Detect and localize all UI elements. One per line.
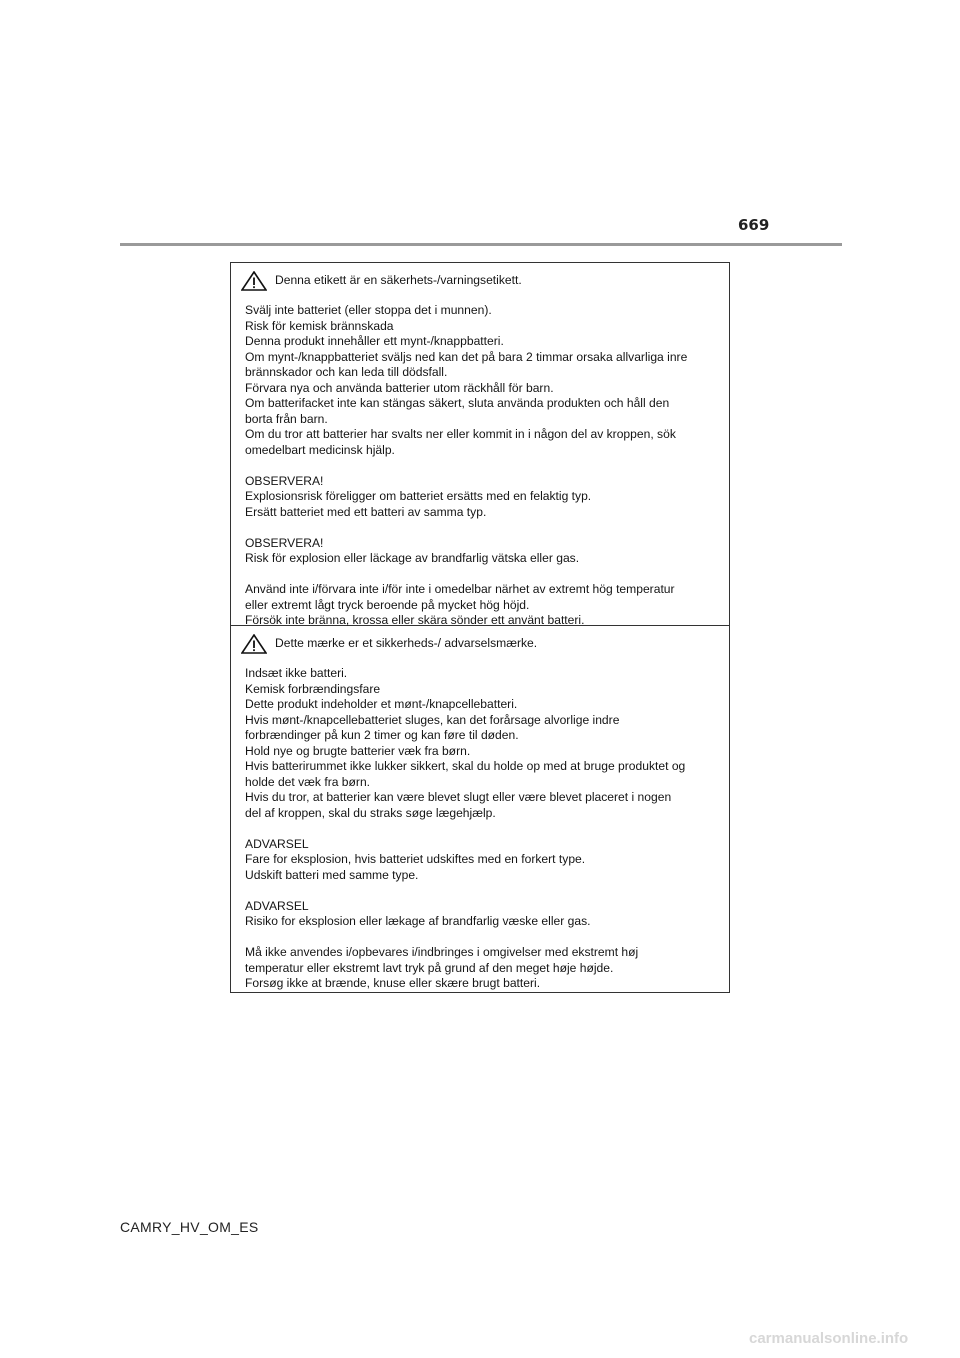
label-text-line: Om du tror att batterier har svalts ner eller kommit in i någon del av kroppen, sök: [245, 427, 676, 441]
warning-triangle-icon: [241, 634, 267, 654]
label-heading-text: Dette mærke er et sikkerheds-/ advarselsmærke.: [275, 636, 538, 651]
label-text-line: temperatur eller ekstremt lavt tryk på grund af den meget høje højde.: [245, 960, 614, 975]
label-text-line: Explosionsrisk föreligger om batteriet ersätts med en felaktig typ.: [245, 489, 592, 503]
label-heading: [241, 634, 719, 654]
label-paragraph: [245, 837, 719, 884]
label-paragraph: [245, 536, 719, 567]
label-text-line: Hvis mønt-/knapcellebatteriet sluges, kan det forårsage alvorlige indre: [245, 712, 620, 727]
label-text-line: Hvis du tror, at batterier kan være blevet slugt eller være blevet placeret i nogen: [245, 790, 672, 804]
label-text-line: Hvis batterirummet ikke lukker sikkert, skal du holde op med at bruge produktet og: [245, 759, 686, 773]
label-text-line: Använd inte i/förvara inte i/för inte i omedelbar närhet av extremt hög temperatur: [245, 582, 675, 596]
label-paragraph: [245, 666, 719, 821]
label-text-line: Indsæt ikke batteri.: [245, 666, 348, 680]
label-paragraph: [245, 474, 719, 521]
label-paragraph: [245, 582, 719, 629]
document-code: CAMRY_HV_OM_ES: [120, 1219, 259, 1235]
page-number: 669: [738, 216, 770, 234]
label-text-line: ADVARSEL: [245, 836, 309, 851]
label-heading: [241, 271, 719, 291]
label-text-line: Denna produkt innehåller ett mynt-/knappbatteri.: [245, 334, 504, 348]
label-text-line: Kemisk forbrændingsfare: [245, 681, 381, 696]
label-text-line: holde det væk fra børn.: [245, 774, 371, 789]
label-text-line: Svälj inte batteriet (eller stoppa det i munnen).: [245, 303, 492, 317]
label-body: [245, 666, 719, 992]
label-paragraph: [245, 945, 719, 992]
label-text-line: Må ikke anvendes i/opbevares i/indbringes i omgivelser med ekstremt høj: [245, 945, 639, 959]
label-text-line: brännskador och kan leda till dödsfall.: [245, 365, 448, 379]
label-text-line: ADVARSEL: [245, 898, 309, 913]
label-text-line: Dette produkt indeholder et mønt-/knapcellebatteri.: [245, 697, 518, 711]
label-paragraph: [245, 899, 719, 930]
label-text-line: Om mynt-/knappbatteriet sväljs ned kan det på bara 2 timmar orsaka allvarliga inre: [245, 349, 688, 364]
label-paragraph: [245, 303, 719, 458]
warning-label-danish: [230, 626, 730, 993]
label-text-line: del af kroppen, skal du straks søge lægehjælp.: [245, 805, 496, 820]
label-text-line: Ersätt batteriet med ett batteri av samma typ.: [245, 504, 487, 519]
label-text-line: omedelbart medicinsk hjälp.: [245, 442, 395, 457]
label-heading-text: Denna etikett är en säkerhets-/varningsetikett.: [275, 273, 522, 288]
label-text-line: forbrændinger på kun 2 timer og kan føre til døden.: [245, 728, 519, 742]
watermark: carmanualsonline.info: [749, 1330, 909, 1347]
label-text-line: Risk för kemisk brännskada: [245, 318, 394, 333]
label-text-line: Fare for eksplosion, hvis batteriet udskiftes med en forkert type.: [245, 852, 586, 866]
label-text-line: Risiko for eksplosion eller lækage af brandfarlig væske eller gas.: [245, 914, 591, 928]
header-rule: [120, 243, 842, 246]
label-text-line: Risk för explosion eller läckage av brandfarlig vätska eller gas.: [245, 551, 580, 565]
label-text-line: Udskift batteri med samme type.: [245, 867, 419, 882]
label-text-line: Försök inte bränna, krossa eller skära sönder ett använt batteri.: [245, 613, 585, 627]
warning-label-swedish: [230, 262, 730, 626]
label-text-line: eller extremt lågt tryck beroende på mycket hög höjd.: [245, 597, 530, 612]
label-text-line: Förvara nya och använda batterier utom räckhåll för barn.: [245, 380, 554, 395]
warning-triangle-icon: [241, 271, 267, 291]
label-text-line: Om batterifacket inte kan stängas säkert, sluta använda produkten och håll den: [245, 396, 670, 410]
label-body: [245, 303, 719, 629]
label-text-line: OBSERVERA!: [245, 535, 324, 550]
label-text-line: borta från barn.: [245, 411, 328, 426]
label-text-line: OBSERVERA!: [245, 473, 324, 488]
label-text-line: Forsøg ikke at brænde, knuse eller skære brugt batteri.: [245, 976, 541, 990]
label-text-line: Hold nye og brugte batterier væk fra børn.: [245, 743, 471, 758]
